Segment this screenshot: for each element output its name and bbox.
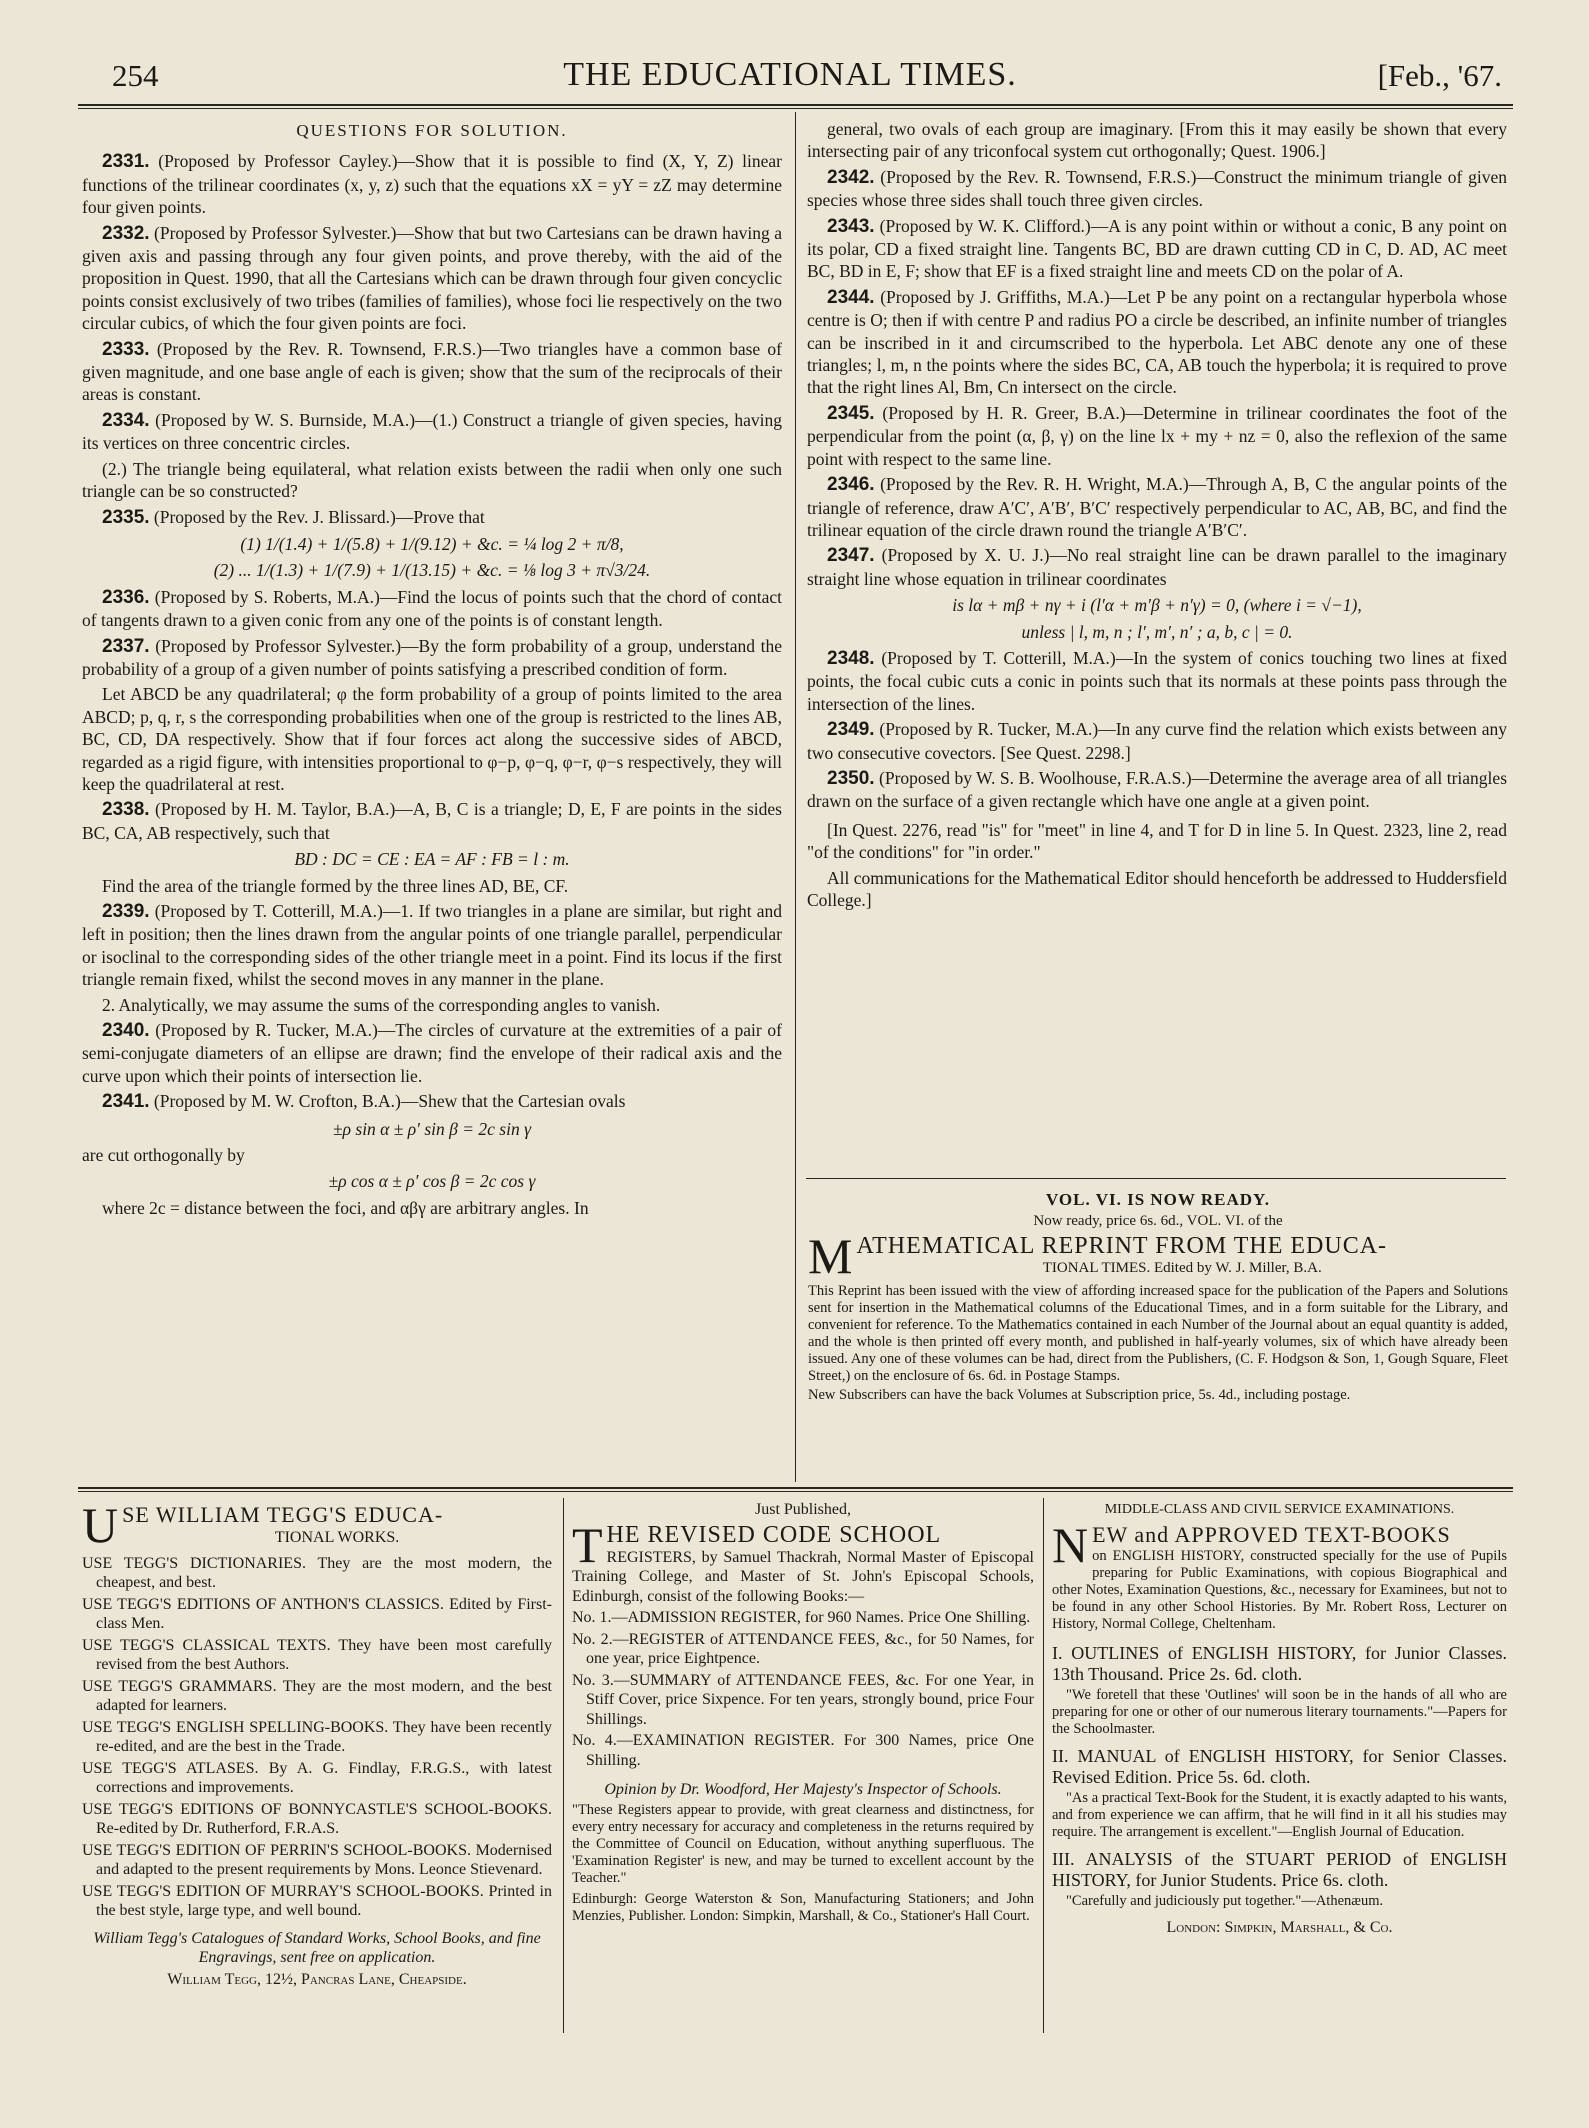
- question-text: (Proposed by M. W. Crofton, B.A.)—Shew that the Cartesian ovals: [153, 1091, 626, 1112]
- tegg-item: USE TEGG'S EDITIONS OF ANTHON'S CLASSICS. Edited by First-class Men.: [82, 1595, 552, 1632]
- question-text: (Proposed by T. Cotterill, M.A.)—1. If two triangles in a plane are similar, but right and left in position; then the lines drawn from the angular points of one triangle parallel, perpendicular or isoclinal to the corresponding sides of the other triangle meet in a point. Find its locus if the first triangle remain fixed, whilst the second moves in any manner in the plane.: [82, 901, 783, 990]
- question-number: 2349.: [827, 719, 875, 741]
- question-text: (Proposed by Professor Cayley.)—Show that it is possible to find (X, Y, Z) linear functions of the trilinear coordinates (x, y, z) such that the equations xX = yY = zZ may determine four given points.: [82, 151, 782, 218]
- question-text: general, two ovals of each group are imaginary. [From this it may easily be shown that every intersecting pair of any triconfocal system cut orthogonally; Quest. 1906.]: [807, 119, 1507, 162]
- advertisement-rule: [78, 1487, 1513, 1489]
- question-item: [82, 1019, 782, 1087]
- masthead: [70, 54, 1510, 100]
- tegg-address: William Tegg, 12½, Pancras Lane, Cheapside.: [167, 1970, 467, 1988]
- code-dropcap: T: [572, 1521, 603, 1573]
- reprint-dropcap: M: [808, 1233, 853, 1279]
- header-rule: [78, 104, 1513, 106]
- question-item: [807, 166, 1507, 212]
- question-text: (Proposed by S. Roberts, M.A.)—Find the locus of points such that the chord of contact of tangents drawn to a given conic from any one of the points is of constant length.: [82, 586, 783, 631]
- question-number: 2346.: [827, 474, 875, 496]
- question-text: (Proposed by R. Tucker, M.A.)—The circles of curvature at the extremities of a pair of semi-conjugate diameters of an ellipse are drawn; find the envelope of their radical axis and the curve upon which their points of intersection lie.: [82, 1020, 782, 1086]
- question-item: [807, 286, 1507, 399]
- reprint-title: ATHEMATICAL REPRINT FROM THE EDUCA-: [856, 1233, 1388, 1259]
- question-number: 2336.: [102, 586, 150, 608]
- tegg-title-2: TIONAL WORKS.: [274, 1529, 400, 1546]
- column-divider: [795, 112, 796, 1482]
- code-body: REGISTERS, by Samuel Thackrah, Normal Master of Episcopal Training College, and Master of St. John's Episcopal Schools, Edinburgh, consist of the following Books:—: [572, 1548, 1034, 1605]
- question-continuation: 2. Analytically, we may assume the sums of the corresponding angles to vanish.: [102, 994, 661, 1015]
- question-number: 2343.: [827, 215, 875, 237]
- reprint-heading: VOL. VI. IS NOW READY.: [1046, 1190, 1270, 1209]
- question-text: (Proposed by H. M. Taylor, B.A.)—A, B, C is a triangle; D, E, F are points in the sides BC, CA, AB respectively, such that: [82, 799, 782, 843]
- question-equation: unless | l, m, n ; l′, m′, n′ ; a, b, c | = 0.: [1021, 621, 1293, 642]
- code-school-advertisement: [572, 1500, 1034, 1927]
- tegg-item: USE TEGG'S EDITIONS OF BONNYCASTLE'S SCHOOL-BOOKS. Re-edited by Dr. Rutherford, F.R.A.S.: [82, 1800, 552, 1837]
- question-continuation: Find the area of the triangle formed by the three lines AD, BE, CF.: [102, 875, 569, 896]
- tegg-dropcap: U: [82, 1502, 119, 1548]
- code-register-item: No. 1.—ADMISSION REGISTER, for 960 Names. Price One Shilling.: [572, 1609, 1031, 1626]
- history-book-review: "As a practical Text-Book for the Student, it is exactly adapted to his wants, and from experience we can affirm, that he will find in it all his studies may require. The arrangement is excellent."—English Journal of Education.: [1052, 1789, 1507, 1840]
- question-text: (Proposed by W. K. Clifford.)—A is any point within or without a conic, B any point on its polar, CD a fixed straight line. Tangents BC, BD are drawn cutting CD in C, D. AD, AC meet BC, BD in E, F; show that EF is a fixed straight line and meets CD on the polar of A.: [807, 215, 1508, 282]
- question-number: 2348.: [827, 647, 875, 669]
- tegg-item: USE TEGG'S ATLASES. By A. G. Findlay, F.R.G.S., with latest corrections and improvements.: [82, 1759, 552, 1796]
- tegg-item: USE TEGG'S GRAMMARS. They are the most modern, and the best adapted for learners.: [82, 1677, 552, 1714]
- question-number: 2347.: [827, 545, 875, 567]
- question-item: [807, 118, 1507, 163]
- question-item: [82, 409, 782, 455]
- question-number: 2339.: [102, 901, 150, 922]
- code-opinion-heading: Opinion by Dr. Woodford, Her Majesty's Inspector of Schools.: [604, 1781, 1002, 1798]
- header-rule-thin: [78, 108, 1513, 109]
- question-text: (Proposed by R. Tucker, M.A.)—In any curve find the relation which exists between any two consecutive covectors. [See Quest. 2298.]: [807, 719, 1508, 763]
- question-item: [807, 767, 1507, 813]
- question-number: 2341.: [102, 1091, 150, 1113]
- history-book-title: III. ANALYSIS of the STUART PERIOD of ENGLISH HISTORY, for Junior Students. Price 6s. cloth.: [1052, 1848, 1507, 1890]
- question-text: (Proposed by J. Griffiths, M.A.)—Let P be any point on a rectangular hyperbola whose centre is O; then if with centre P and radius PO a circle be described, an infinite number of triangles can be inscribed in it and circumscribed to the hyperbola. Let ABC denote any one of these triangles; l, m, n the points where the sides BC, CA, AB touch the hyperbola; it is required to prove that the right lines Al, Bm, Cn intersect on the circle.: [807, 286, 1507, 398]
- code-opinion: "These Registers appear to provide, with great clearness and distinctness, for every entry necessary for accuracy and completeness in the returns required by the Committee of Council on Education, without anything superfluous. The 'Examination Register' is new, and may be turned to excellent account by the Teacher.": [572, 1801, 1034, 1886]
- questions-left-column: [82, 120, 782, 1222]
- question-item: [807, 402, 1507, 470]
- question-item: [807, 544, 1507, 590]
- question-number: 2340.: [102, 1020, 150, 1042]
- question-number: 2344.: [827, 286, 875, 308]
- tegg-title: SE WILLIAM TEGG'S EDUCA-: [122, 1502, 444, 1527]
- section-heading: QUESTIONS FOR SOLUTION.: [296, 121, 568, 140]
- history-dropcap: N: [1052, 1521, 1089, 1573]
- history-pre: MIDDLE-CLASS AND CIVIL SERVICE EXAMINATIONS.: [1104, 1502, 1455, 1517]
- code-publishers: Edinburgh: George Waterston & Son, Manufacturing Stationers; and John Menzies, Publisher. London: Simpkin, Marshall, & Co., Stationer's Hall Court.: [572, 1890, 1034, 1924]
- tegg-item: USE TEGG'S EDITION OF PERRIN'S SCHOOL-BOOKS. Modernised and adapted to the present requirements by Mons. Leonce Stievenard.: [82, 1841, 552, 1878]
- question-item: [82, 506, 782, 529]
- question-equation: (2) ... 1/(1.3) + 1/(7.9) + 1/(13.15) + &c. = ⅛ log 3 + π√3/24.: [213, 560, 651, 581]
- question-item: [82, 798, 782, 844]
- issue-date: [Feb., '67.: [1377, 58, 1502, 93]
- history-book-title: II. MANUAL of ENGLISH HISTORY, for Senior Classes. Revised Edition. Price 5s. 6d. cloth.: [1052, 1745, 1507, 1787]
- history-advertisement: [1052, 1500, 1507, 1939]
- history-book-review: "We foretell that these 'Outlines' will soon be in the hands of all who are preparing for one or other of our numerous literary tournaments."—Papers for the Schoolmaster.: [1052, 1686, 1507, 1737]
- editor-note: All communications for the Mathematical Editor should henceforth be addressed to Huddersfield College.]: [807, 867, 1507, 910]
- question-equation: ±ρ cos α ± ρ′ cos β = 2c cos γ: [328, 1171, 536, 1192]
- question-text: (Proposed by W. S. Burnside, M.A.)—(1.) Construct a triangle of given species, having its vertices on three concentric circles.: [82, 409, 782, 454]
- history-title: EW and APPROVED TEXT-BOOKS: [1092, 1521, 1451, 1547]
- code-register-item: No. 4.—EXAMINATION REGISTER. For 300 Names, price One Shilling.: [572, 1732, 1034, 1769]
- question-number: 2342.: [827, 166, 875, 188]
- question-number: 2333.: [102, 338, 150, 360]
- question-equation: BD : DC = CE : EA = AF : FB = l : m.: [294, 849, 570, 870]
- code-register-item: No. 2.—REGISTER of ATTENDANCE FEES, &c., for 50 Names, for one year, price Eightpence.: [572, 1630, 1034, 1667]
- question-item: [807, 215, 1507, 283]
- page-title: THE EDUCATIONAL TIMES.: [563, 56, 1017, 93]
- question-continuation: where 2c = distance between the foci, and αβγ are arbitrary angles. In: [102, 1197, 589, 1218]
- history-body: on ENGLISH HISTORY, constructed specially for the use of Pupils preparing for Public Examinations, with copious Biographical and other Notes, Examination Questions, &c., necessary for Examinees, but not to be found in any other School Histories. By Mr. Robert Ross, Lecturer on History, Normal College, Cheltenham.: [1052, 1547, 1507, 1632]
- question-text: (Proposed by the Rev. R. H. Wright, M.A.)—Through A, B, C the angular points of the triangle of reference, draw A′C′, A′B′, B′C′ respectively perpendicular to AC, AB, BC, and find the trilinear equation of the circle drawn round the triangle A′B′C′.: [807, 474, 1508, 540]
- question-text: (Proposed by H. R. Greer, B.A.)—Determine in trilinear coordinates the foot of the perpendicular from the point (α, β, γ) on the line lx + my + nz = 0, also the reflexion of the same point with respect to the same line.: [807, 402, 1508, 469]
- question-text-mid: are cut orthogonally by: [82, 1145, 245, 1166]
- questions-right-column: [807, 118, 1507, 914]
- question-number: 2332.: [102, 222, 150, 244]
- question-text: (Proposed by the Rev. J. Blissard.)—Prove that: [153, 506, 485, 527]
- question-number: 2345.: [827, 402, 875, 424]
- advertisement-rule-thin: [78, 1491, 1513, 1492]
- reprint-body: This Reprint has been issued with the view of affording increased space for the publication of the Papers and Solutions sent for insertion in the Mathematical columns of the Educational Times, and in a form suitable for the Library, and convenient for reference. To the Mathematics contained in each Number of the Journal about an equal quantity is added, and the whole is then printed off every month, and published in half-yearly volumes, six of which have already been issued. Any one of these volumes can be had, direct from the Publishers, (C. F. Hodgson & Son, 1, Gough Square, Fleet Street,) on the enclosure of 6s. 6d. in Postage Stamps.: [808, 1282, 1508, 1384]
- question-item: [82, 338, 782, 406]
- question-item: [82, 900, 782, 991]
- question-equation: (1) 1/(1.4) + 1/(5.8) + 1/(9.12) + &c. = ¼ log 2 + π/8,: [240, 533, 624, 554]
- question-number: 2350.: [827, 767, 875, 789]
- reprint-title-2: TIONAL TIMES. Edited by W. J. Miller, B.A.: [1042, 1260, 1322, 1276]
- question-text: (Proposed by the Rev. R. Townsend, F.R.S.)—Two triangles have a common base of given magnitude, and one base angle of each is given; show that the sum of the reciprocals of their areas is constant.: [82, 338, 782, 405]
- question-item: [82, 586, 782, 632]
- tegg-item: USE TEGG'S ENGLISH SPELLING-BOOKS. They have been recently re-edited, and are the best in the Trade.: [82, 1718, 552, 1755]
- history-book-review: "Carefully and judiciously put together."—Athenæum.: [1066, 1892, 1384, 1909]
- question-equation: is lα + mβ + nγ + i (l′α + m′β + n′γ) = 0, (where i = √−1),: [952, 595, 1362, 616]
- page-number: 254: [112, 58, 159, 93]
- question-continuation: (2.) The triangle being equilateral, what relation exists between the radii when only one such triangle can be so constructed?: [82, 458, 782, 502]
- question-number: 2331.: [102, 151, 150, 173]
- question-item: [807, 647, 1507, 715]
- code-pre: Just Published,: [754, 1501, 851, 1518]
- history-book-title: I. OUTLINES of ENGLISH HISTORY, for Junior Classes. 13th Thousand. Price 2s. 6d. cloth.: [1052, 1642, 1507, 1684]
- question-item: [82, 1090, 782, 1113]
- question-number: 2334.: [102, 409, 150, 431]
- tegg-catalogue: William Tegg's Catalogues of Standard Works, School Books, and fine Engravings, sent free on application.: [93, 1929, 541, 1966]
- question-item: [82, 635, 782, 681]
- question-text: (Proposed by the Rev. R. Townsend, F.R.S.)—Construct the minimum triangle of given species whose three sides shall touch three given circles.: [807, 166, 1507, 211]
- question-continuation: Let ABCD be any quadrilateral; φ the form probability of a group of points limited to the area ABCD; p, q, r, s the corresponding probabilities when one of the group is restricted to the lines AB, BC, CD, DA respectively. Show that if four forces act along the successive sides of ABCD, regarded as a rigid figure, with intensities proportional to φ−p, φ−q, φ−r, φ−s respectively, they will keep the quadrilateral at rest.: [82, 684, 782, 794]
- question-number: 2337.: [102, 635, 150, 657]
- question-item: [807, 718, 1507, 764]
- question-number: 2335.: [102, 506, 150, 528]
- tegg-advertisement: [82, 1502, 552, 1991]
- tegg-item: USE TEGG'S EDITION OF MURRAY'S SCHOOL-BOOKS. Printed in the best style, large type, and well bound.: [82, 1882, 552, 1919]
- ad-rule: [806, 1178, 1506, 1179]
- question-equation: ±ρ sin α ± ρ′ sin β = 2c sin γ: [333, 1118, 531, 1139]
- reprint-advertisement: [808, 1190, 1508, 1406]
- question-text: (Proposed by T. Cotterill, M.A.)—In the system of conics touching two lines at fixed points, the focal cubic cuts a conic in points such that its normals at these points pass through the intersection of the lines.: [807, 647, 1507, 714]
- question-text: (Proposed by X. U. J.)—No real straight line can be drawn parallel to the imaginary straight line whose equation in trilinear coordinates: [807, 545, 1507, 589]
- question-text: (Proposed by Professor Sylvester.)—Show that but two Cartesians can be drawn having a given axis and passing through any four given points, and prove thereby, with the aid of the proposition in Quest. 1990, that all the Cartesians which can be drawn through four given concyclic points consist exclusively of two tribes (families of families), whose foci lie respectively on the two circular cubics, of which the four given points are foci.: [82, 222, 782, 334]
- question-item: [82, 222, 782, 335]
- ad-divider-1: [563, 1498, 564, 2033]
- errata-note: [In Quest. 2276, read "is" for "meet" in line 4, and T for D in line 5. In Quest. 2323, line 2, read "of the conditions" for "in order.": [807, 819, 1507, 863]
- reprint-footer: New Subscribers can have the back Volumes at Subscription price, 5s. 4d., including postage.: [808, 1386, 1351, 1403]
- tegg-item: USE TEGG'S CLASSICAL TEXTS. They have been most carefully revised from the best Authors.: [82, 1636, 552, 1673]
- question-text: (Proposed by Professor Sylvester.)—By the form probability of a group, understand the probability of a group of a given number of points satisfying a prescribed condition of form.: [82, 635, 782, 679]
- question-text: (Proposed by W. S. B. Woolhouse, F.R.A.S.)—Determine the average area of all triangles drawn on the surface of a given rectangle which have one angle at a given point.: [807, 767, 1508, 812]
- ad-divider-2: [1043, 1498, 1044, 2033]
- question-item: [807, 473, 1507, 541]
- reprint-subheading: Now ready, price 6s. 6d., VOL. VI. of the: [1033, 1212, 1283, 1229]
- question-item: [82, 150, 782, 218]
- code-title: HE REVISED CODE SCHOOL: [606, 1521, 942, 1548]
- code-register-item: No. 3.—SUMMARY of ATTENDANCE FEES, &c. For one Year, in Stiff Cover, price Sixpence. For ten years, strongly bound, price Four Shillings.: [572, 1671, 1034, 1728]
- history-footer: London: Simpkin, Marshall, & Co.: [1166, 1918, 1393, 1936]
- question-number: 2338.: [102, 799, 150, 821]
- tegg-item: USE TEGG'S DICTIONARIES. They are the most modern, the cheapest, and best.: [82, 1554, 552, 1591]
